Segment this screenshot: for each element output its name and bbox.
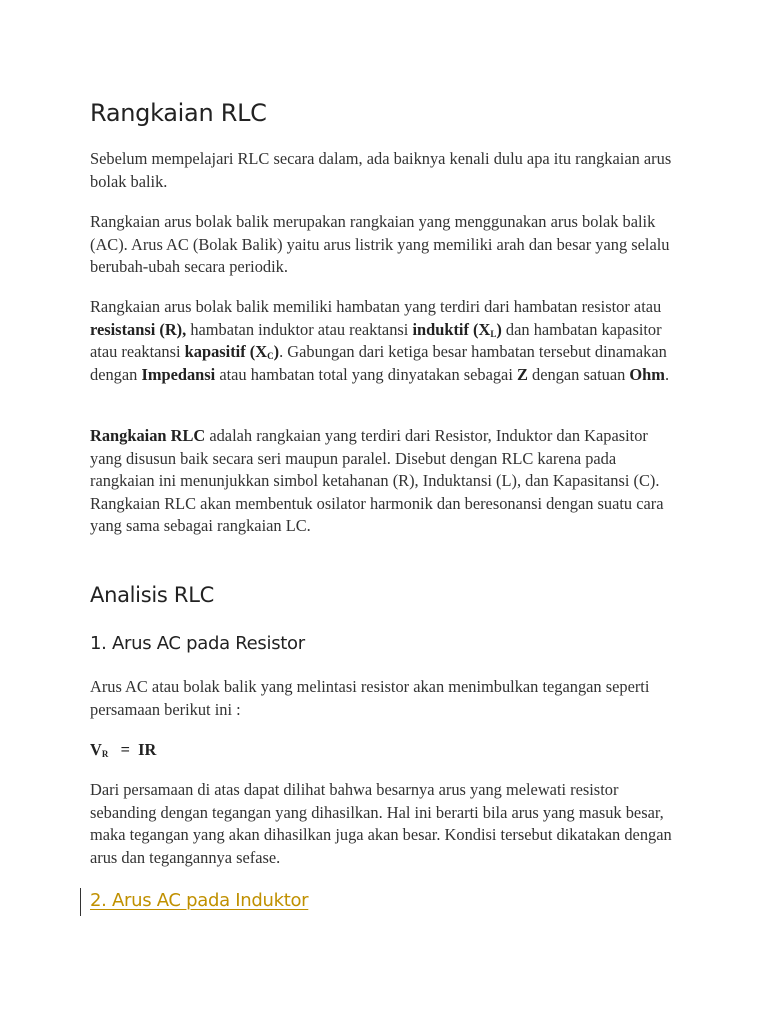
resistor-intro-paragraph: Arus AC atau bolak balik yang melintasi resistor akan menimbulkan tegangan seperti persamaan berikut ini : — [90, 677, 650, 719]
rlc-definition-paragraph: Rangkaian RLC adalah rangkaian yang terdiri dari Resistor, Induktor dan Kapasitor yang disusun baik secara seri maupun paralel. Disebut dengan RLC karena pada rangkaian ini menunjukkan simbol ketahanan (R), Induktansi (L), dan Kapasitansi (C). Rangkaian RLC akan membentuk osilator harmonik dan beresonansi dengan suatu cara yang sama sebagai rangkaian LC. — [90, 426, 664, 535]
impedance-paragraph: Rangkaian arus bolak balik memiliki hambatan yang terdiri dari hambatan resistor atau resistansi (R), hambatan induktor atau reaktansi induktif $(X_L)$ dan hambatan kapasitor atau reaktansi kapasitif $(X_C)$. Gabungan dari ketiga besar hambatan tersebut dinamakan dengan Impedansi atau hambatan total yang dinyatakan sebagai Z dengan satuan Ohm. — [90, 297, 670, 384]
ac-circuit-paragraph: Rangkaian arus bolak balik merupakan rangkaian yang menggunakan arus bolak balik (AC). Arus AC (Bolak Balik) yaitu arus listrik yang memiliki arah dan besar yang selalu berubah-ubah secara periodik. — [90, 212, 670, 276]
analysis-heading: Analisis RLC — [90, 583, 214, 607]
resistor-heading: 1. Arus AC pada Resistor — [90, 633, 305, 654]
inductor-heading-link[interactable]: 2. Arus AC pada Induktor — [90, 890, 309, 911]
text-cursor — [80, 888, 81, 916]
intro-paragraph: Sebelum mempelajari RLC secara dalam, ada baiknya kenali dulu apa itu rangkaian arus bolak balik. — [90, 149, 672, 191]
resistor-explanation-paragraph: Dari persamaan di atas dapat dilihat bahwa besarnya arus yang melewati resistor sebanding dengan tegangan yang dihasilkan. Hal ini berarti bila arus yang masuk besar, maka tegangan yang akan dihasilkan juga akan besar. Kondisi tersebut dikatakan dengan arus dan tegangannya sefase. — [90, 780, 672, 867]
resistor-equation: $V_R$ = IR — [90, 740, 157, 759]
page-title: Rangkaian RLC — [90, 99, 267, 127]
